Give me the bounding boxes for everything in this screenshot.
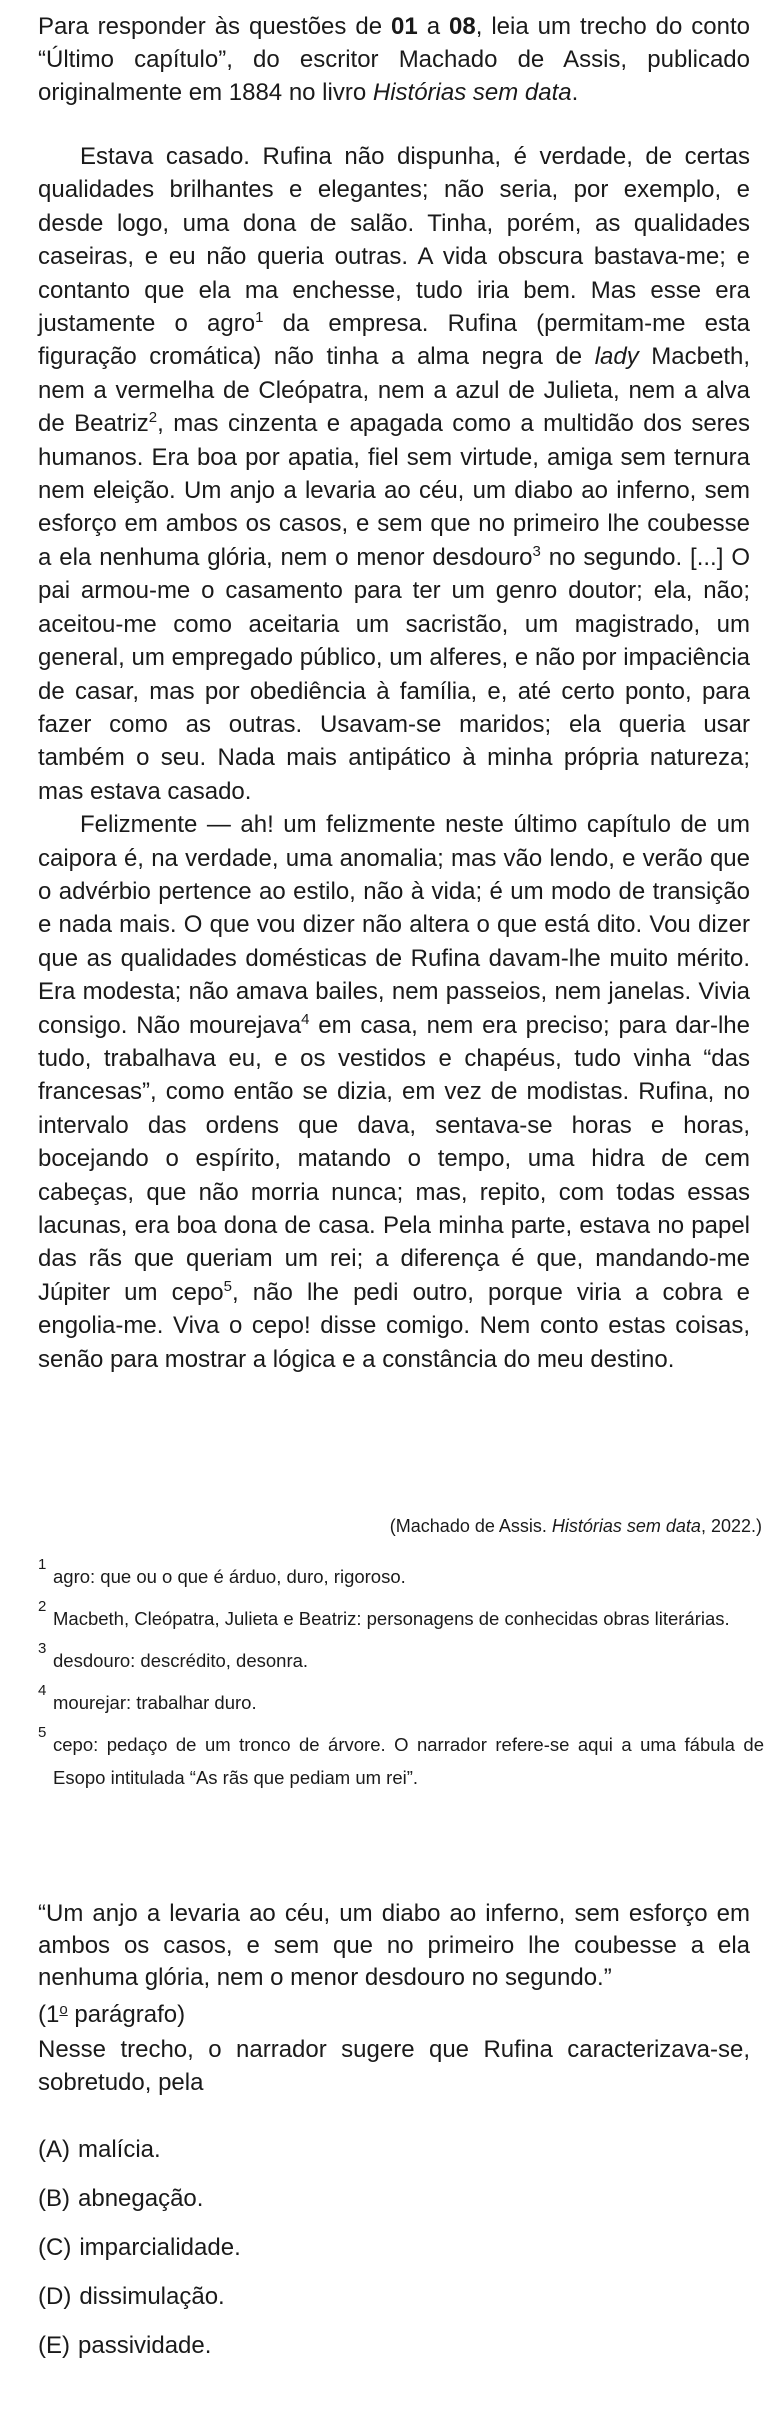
footnote-text: mourejar: trabalhar duro. bbox=[53, 1692, 257, 1713]
story-excerpt bbox=[38, 140, 750, 1376]
footnote-ref: 2 bbox=[148, 409, 158, 427]
option-c[interactable] bbox=[38, 2223, 750, 2272]
source-citation bbox=[390, 1514, 762, 1538]
story-paragraph-1 bbox=[38, 140, 750, 808]
instructions bbox=[38, 10, 750, 109]
footnote-4 bbox=[38, 1682, 764, 1719]
footnote-ref: 1 bbox=[255, 309, 264, 327]
option-b[interactable] bbox=[38, 2174, 750, 2223]
story-paragraph-2 bbox=[38, 808, 750, 1376]
italic-word: lady bbox=[594, 343, 639, 371]
instructions-text: . bbox=[571, 79, 579, 106]
paragraph-text: da empresa. Rufina (permitam-me esta figuração cromática) não tinha a alma negra de bbox=[38, 310, 750, 371]
footnote-text: agro: que ou o que é árduo, duro, rigoroso. bbox=[53, 1566, 406, 1587]
paragraph-text: em casa, nem era preciso; para dar-lhe tudo, trabalhava eu, e os vestidos e chapéus, tudo vinha “das francesas”, como então se dizia, em vez de modistas. Rufina, no intervalo das ordens que dava, sentava-se horas e horas, bocejando o espírito, matando o tempo, uma hidra de cem cabeças, que não morria nunca; mas, repito, com todas essas lacunas, era boa dona de casa. Pela minha parte, estava no papel das rãs que queriam um rei; a diferença é que, mandando-me Júpiter um cepo bbox=[38, 1011, 751, 1306]
paragraph-reference: (1 bbox=[38, 2001, 60, 2028]
option-text: imparcialidade. bbox=[79, 2234, 241, 2261]
footnote-number: 5 bbox=[38, 1724, 47, 1741]
option-letter: (B) bbox=[38, 2185, 70, 2212]
citation-text: , 2022.) bbox=[700, 1516, 762, 1536]
citation-book-title: Histórias sem data bbox=[551, 1516, 701, 1536]
footnote-text: desdouro: descrédito, desonra. bbox=[53, 1650, 309, 1671]
option-d[interactable] bbox=[38, 2272, 750, 2321]
footnote-number: 2 bbox=[38, 1598, 47, 1615]
option-letter: (A) bbox=[38, 2136, 70, 2163]
option-text: malícia. bbox=[78, 2136, 161, 2163]
paragraph-text: , mas cinzenta e apagada como a multidão dos seres humanos. Era boa por apatia, fiel sem virtude, amiga sem ternura nem eleição. Um anjo a levaria ao céu, um diabo ao inferno, sem esforço em ambos os casos, e sem que no primeiro lhe coubesse a ela nenhuma glória, nem o menor desdouro bbox=[38, 410, 751, 571]
footnote-2 bbox=[38, 1598, 764, 1635]
question-start-number: 01 bbox=[391, 13, 418, 40]
ordinal-indicator: o bbox=[59, 2001, 68, 2018]
question-stem: Nesse trecho, o narrador sugere que Rufina caracterizava-se, sobretudo, pela bbox=[38, 2036, 750, 2096]
paragraph-text: , não lhe pedi outro, porque viria a cobra e engolia-me. Viva o cepo! disse comigo. Nem conto estas coisas, senão para mostrar a lógica e a constância do meu destino. bbox=[38, 1278, 750, 1373]
paragraph-reference: parágrafo) bbox=[67, 2001, 186, 2028]
option-e[interactable] bbox=[38, 2321, 750, 2370]
paragraph-text: Estava casado. Rufina não dispunha, é verdade, de certas qualidades brilhantes e elegantes; não seria, por exemplo, e desde logo, uma dona de salão. Tinha, porém, as qualidades caseiras, e eu não queria outras. A vida obscura bastava-me; e contanto que ela ma enchesse, tudo iria bem. Mas esse era justamente o agro bbox=[38, 143, 750, 338]
option-letter: (D) bbox=[38, 2283, 72, 2310]
option-text: passividade. bbox=[78, 2332, 212, 2359]
citation-text: (Machado de Assis. bbox=[389, 1516, 552, 1536]
paragraph-text: Macbeth, nem a vermelha de Cleópatra, nem a azul de Julieta, nem a alva de Beatriz bbox=[38, 343, 751, 438]
answer-options bbox=[38, 2125, 750, 2370]
footnote-ref: 5 bbox=[223, 1277, 232, 1295]
option-a[interactable] bbox=[38, 2125, 750, 2174]
book-title: Histórias sem data bbox=[372, 79, 572, 106]
option-text: abnegação. bbox=[78, 2185, 204, 2212]
option-letter: (C) bbox=[38, 2234, 72, 2261]
question-quote bbox=[38, 1898, 750, 2031]
footnote-text: Macbeth, Cleópatra, Julieta e Beatriz: personagens de conhecidas obras literárias. bbox=[53, 1608, 730, 1629]
footnotes bbox=[38, 1556, 764, 1803]
footnote-ref: 3 bbox=[532, 542, 541, 560]
footnote-ref: 4 bbox=[301, 1010, 310, 1028]
footnote-3 bbox=[38, 1640, 764, 1677]
option-letter: (E) bbox=[38, 2332, 70, 2359]
option-text: dissimulação. bbox=[79, 2283, 225, 2310]
footnote-5 bbox=[38, 1724, 764, 1794]
footnote-text: cepo: pedaço de um tronco de árvore. O narrador refere-se aqui a uma fábula de Esopo intitulada “As rãs que pediam um rei”. bbox=[53, 1734, 764, 1788]
footnote-number: 1 bbox=[38, 1556, 47, 1573]
question-end-number: 08 bbox=[449, 13, 476, 40]
instructions-text: , leia um trecho do conto “Último capítulo”, do escritor Machado de Assis, publicado originalmente em 1884 no livro bbox=[38, 13, 750, 106]
instructions-text: Para responder às questões de bbox=[38, 13, 392, 40]
instructions-text: a bbox=[417, 13, 450, 40]
footnote-number: 4 bbox=[38, 1682, 47, 1699]
footnote-1 bbox=[38, 1556, 764, 1593]
paragraph-text: Felizmente — ah! um felizmente neste último capítulo de um caipora é, na verdade, uma anomalia; mas vão lendo, e verão que o advérbio pertence ao estilo, não à vida; é um modo de transição e nada mais. O que vou dizer não altera o que está dito. Vou dizer que as qualidades domésticas de Rufina davam-lhe muito mérito. Era modesta; não amava bailes, nem passeios, nem janelas. Vivia consigo. Não mourejava bbox=[38, 811, 750, 1039]
paragraph-text: no segundo. [...] O pai armou-me o casamento para ter um genro doutor; ela, não; aceitou-me como aceitaria um sacristão, um magistrado, um general, um empregado público, um alferes, e não por impaciência de casar, mas por obediência à família, e, até certo ponto, para fazer como as outras. Usavam-se maridos; ela queria usar também o seu. Nada mais antipático à minha própria natureza; mas estava casado. bbox=[38, 543, 750, 805]
quoted-passage: “Um anjo a levaria ao céu, um diabo ao inferno, sem esforço em ambos os casos, e sem que no primeiro lhe coubesse a ela nenhuma glória, nem o menor desdouro no segundo.” bbox=[38, 1900, 750, 1991]
footnote-number: 3 bbox=[38, 1640, 47, 1657]
